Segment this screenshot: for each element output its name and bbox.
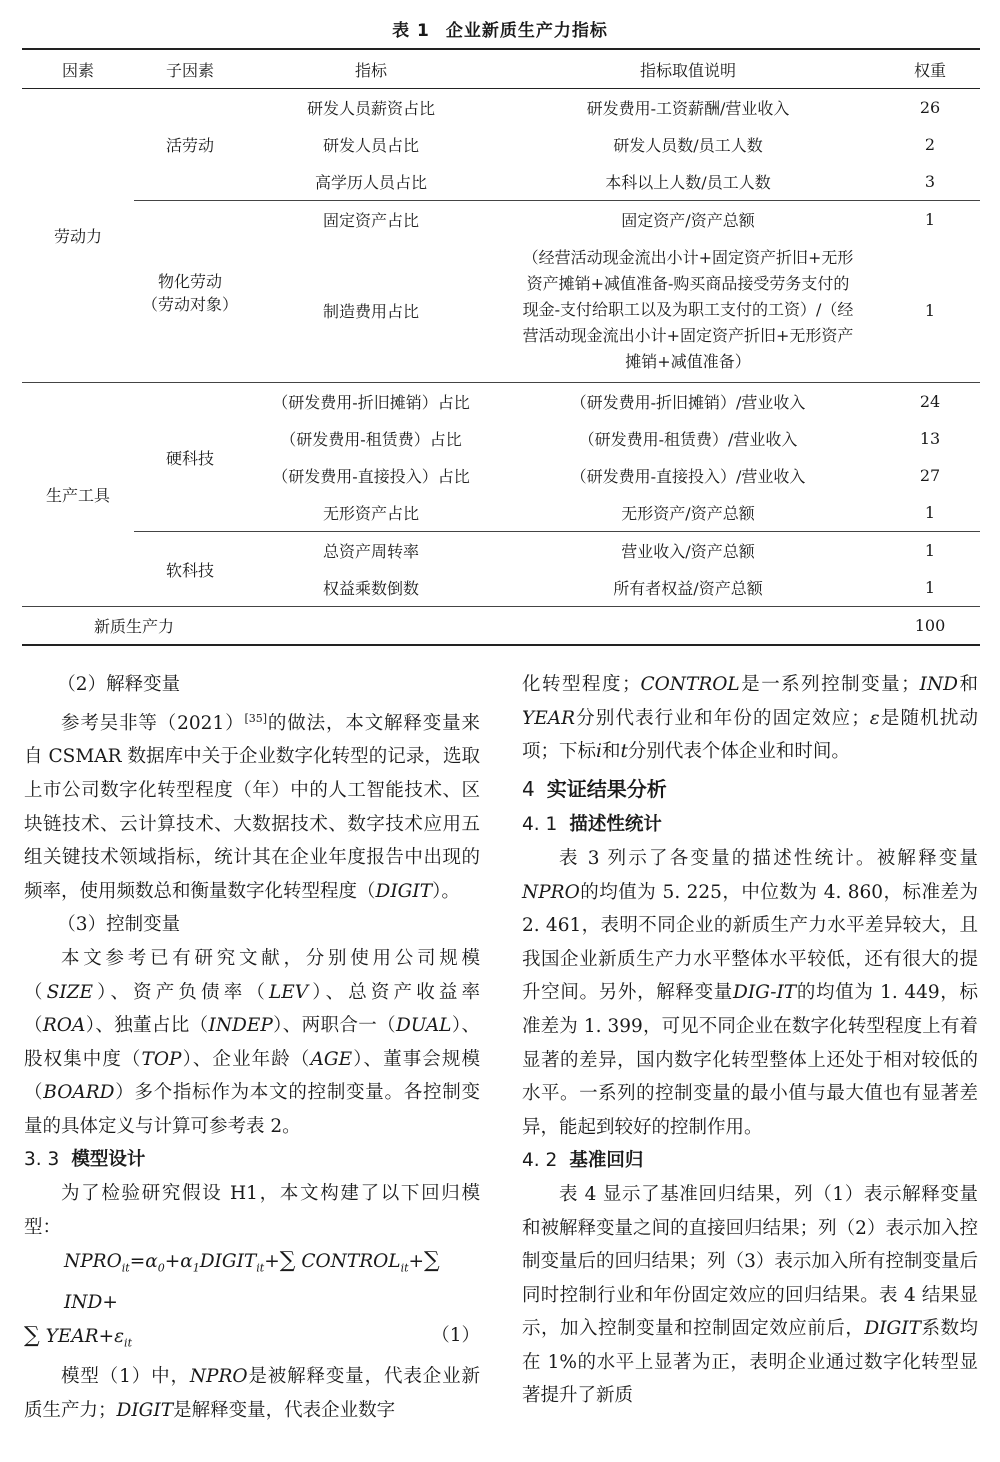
subfactor-hard-tech: 硬科技 [134, 383, 246, 532]
description-line: 摊销+减值准备） [625, 352, 751, 371]
text-span: 是一系列控制变量； [739, 674, 920, 695]
formula-subscript: 1 [192, 1261, 200, 1275]
equation-number: （1） [431, 1325, 480, 1347]
text-span: 是被解释变量，代表企业新质生产力； [24, 1366, 480, 1421]
weight-cell: 1 [924, 300, 936, 320]
text-span: 分别代表行业和年份的固定效应； [575, 707, 870, 729]
text-span: 模型（1）中， [61, 1366, 190, 1388]
text-span: ）多个指标作为本文的控制变量。各控制变量的具体定义与计算可参考表 2。 [24, 1082, 480, 1137]
table-caption-title: 企业新质生产力指标 [445, 21, 608, 41]
weight-cell: 3 [924, 172, 936, 191]
variable-digit: DIGIT [864, 1318, 921, 1340]
variable-ind: IND [919, 674, 958, 695]
section-heading-4 [522, 773, 978, 807]
left-column [24, 668, 480, 1428]
citation-ref: [35] [244, 711, 268, 725]
subfactor-materialized-line2: （劳动对象） [141, 294, 238, 314]
variable-control: CONTROL [640, 674, 740, 695]
indicator-cell: 无形资产占比 [322, 504, 419, 523]
variable-top: TOP [141, 1048, 182, 1070]
indicator-cell: （研发费用-直接投入）占比 [272, 467, 470, 486]
table-total-row [22, 607, 980, 646]
formula-term: NPRO [64, 1251, 122, 1273]
text-span: ）。 [432, 880, 460, 902]
text-span: 分别代表个体企业和时间。 [627, 741, 850, 763]
text-span: 本文参考已有研究文献，分别使用公司规模（ [24, 947, 480, 1003]
description-cell [496, 238, 880, 383]
heading-explanatory-variable: （2）解释变量 [57, 674, 181, 695]
text-span: 的做法，本文解释变量来自 CSMAR 数据库中关于企业数字化转型的记录，选取上市公司数字化转型程度（年）中的人工智能技术、区块链技术、云计算技术、大数据技术、数字技术应用五组关键技术领域指标，统计其在企业年度报告中出现的频率，使用频数总和衡量数字化转型程度（ [24, 712, 480, 902]
formula-subscript: 0 [157, 1261, 165, 1275]
text-span: 表 3 列示了各变量的描述性统计。被解释变量 [559, 847, 978, 869]
indicator-cell: 高学历人员占比 [314, 173, 427, 192]
paragraph-explanatory [24, 702, 480, 909]
header-factor: 因素 [22, 49, 134, 89]
description-cell: 无形资产/资产总额 [621, 504, 755, 523]
section-heading-4-2 [522, 1144, 978, 1178]
indicator-cell: （研发费用-租赁费）占比 [280, 430, 462, 449]
variable-dual: DUAL [395, 1015, 452, 1037]
text-span: ）、资产负债率（ [92, 981, 269, 1003]
description-line: （经营活动现金流出小计+固定资产折旧+无形 [522, 248, 854, 267]
section-heading-3-3 [24, 1143, 480, 1177]
variable-epsilon: ε [869, 707, 880, 729]
variable-npro: NPRO [189, 1366, 248, 1388]
indicator-cell: 研发人员占比 [322, 136, 419, 155]
formula-term: +α [164, 1251, 193, 1273]
paragraph-model-explain-cont [522, 668, 978, 769]
total-label: 新质生产力 [22, 607, 246, 646]
table-header-row [22, 49, 980, 89]
section-number: 4. 2 [522, 1150, 558, 1172]
description-cell: （研发费用-直接投入）/营业收入 [570, 467, 806, 486]
subfactor-materialized-line1: 物化劳动 [157, 271, 222, 291]
subfactor-live-labor: 活劳动 [165, 136, 214, 155]
formula-term: YEAR+ε [45, 1326, 125, 1348]
text-span: 和 [957, 674, 978, 695]
variable-i: i [596, 741, 602, 763]
variable-digit: DIGIT [116, 1400, 174, 1421]
weight-cell: 26 [919, 98, 941, 117]
description-cell: 营业收入/资产总额 [496, 532, 880, 570]
table-row [22, 89, 980, 127]
text-span: ）、独董占比（ [85, 1015, 209, 1037]
formula-subscript: it [400, 1261, 409, 1275]
description-cell: 固定资产/资产总额 [496, 201, 880, 239]
variable-year: YEAR [522, 707, 576, 729]
heading-control-variable: （3）控制变量 [57, 914, 181, 936]
paragraph-control [24, 942, 480, 1144]
variable-t: t [620, 741, 628, 763]
subfactor-materialized-labor [134, 201, 246, 383]
table-caption [0, 16, 1000, 41]
variable-digit: DIG-IT [732, 982, 797, 1004]
text-span: 是解释变量，代表企业数字 [173, 1400, 396, 1421]
description-cell: （研发费用-折旧摊销）/营业收入 [496, 383, 880, 421]
variable-lev: LEV [268, 981, 309, 1003]
text-span: ）、总资产收益率（ [24, 981, 480, 1037]
weight-cell: 27 [919, 466, 941, 485]
formula-term: DIGIT [199, 1251, 257, 1273]
indicator-cell: 总资产周转率 [246, 532, 496, 570]
formula-subscript: it [124, 1336, 132, 1350]
indicator-table [22, 48, 980, 646]
subfactor-soft-tech: 软科技 [134, 532, 246, 607]
variable-size: SIZE [46, 981, 93, 1003]
text-span: 和 [601, 741, 621, 763]
formula-subscript: it [121, 1261, 130, 1275]
total-weight: 100 [880, 607, 980, 646]
sum-symbol: ∑ [279, 1248, 296, 1274]
regression-formula-line2 [24, 1319, 480, 1360]
paragraph-baseline [522, 1178, 978, 1413]
description-cell: 研发人员数/员工人数 [613, 136, 763, 155]
weight-cell: 24 [880, 383, 980, 421]
header-indicator: 指标 [246, 49, 496, 89]
variable-age: AGE [310, 1048, 353, 1070]
paragraph-model-explain [24, 1360, 480, 1427]
indicator-cell: （研发费用-折旧摊销）占比 [246, 383, 496, 421]
variable-roa: ROA [42, 1015, 86, 1037]
formula-term: IND+ [64, 1291, 118, 1313]
regression-formula-line1 [24, 1244, 480, 1319]
description-cell: 所有者权益/资产总额 [613, 579, 763, 598]
variable-npro: NPRO [522, 881, 580, 903]
header-description: 指标取值说明 [496, 49, 880, 89]
formula-term: CONTROL [301, 1251, 401, 1273]
section-title: 实证结果分析 [546, 776, 667, 801]
factor-tools: 生产工具 [22, 383, 134, 607]
section-title: 基准回归 [569, 1150, 644, 1172]
weight-cell: 1 [924, 578, 936, 597]
formula-term: + [408, 1251, 425, 1273]
text-span: 的均值为 5. 225，中位数为 4. 860，标准差为 2. 461，表明不同企业的新质生产力水平差异较大，且我国企业新质生产力水平整体水平较低，还有很大的提升空间。另外，解释变量 [522, 881, 978, 1004]
section-number: 4. 1 [522, 814, 558, 836]
formula-term: + [264, 1251, 280, 1273]
paragraph-model: 为了检验研究假设 H1，本文构建了以下回归模型： [24, 1183, 480, 1238]
table-caption-number: 表 1 [392, 21, 430, 41]
text-span: 系数均在 1%的水平上显著为正，表明企业通过数字化转型显著提升了新质 [522, 1318, 978, 1407]
header-subfactor: 子因素 [134, 49, 246, 89]
section-number: 3. 3 [24, 1149, 60, 1171]
text-span: 参考吴非等（2021） [61, 712, 245, 734]
formula-term: =α [129, 1251, 158, 1273]
text-span: ）、企业年龄（ [181, 1048, 311, 1070]
section-title: 描述性统计 [569, 814, 662, 836]
table-row [22, 532, 980, 570]
paragraph-descriptive [522, 842, 978, 1144]
description-line: 资产摊销+减值准备-购买商品接受劳务支付的 [526, 274, 850, 293]
description-cell: 本科以上人数/员工人数 [605, 173, 771, 192]
variable-indep: INDEP [208, 1015, 273, 1037]
indicator-cell: 固定资产占比 [246, 201, 496, 239]
header-weight: 权重 [880, 49, 980, 89]
weight-cell: 1 [880, 201, 980, 239]
indicator-cell: 权益乘数倒数 [322, 579, 419, 598]
text-span: ）、董事会规模（ [24, 1048, 480, 1104]
formula-subscript: it [256, 1261, 265, 1275]
text-span: 的均值为 1. 449，标准差为 1. 399，可见不同企业在数字化转型程度上有着显著的差异，国内数字化转型整体上还处于相对较低的水平。一系列的控制变量的最小值与最大值也有显著差异，能起到较好的控制作用。 [522, 982, 978, 1138]
sum-symbol: ∑ [424, 1248, 440, 1274]
text-span: 化转型程度； [522, 674, 641, 695]
description-line: 现金-支付给职工以及为职工支付的工资）/（经 [522, 300, 854, 319]
section-heading-4-1 [522, 808, 978, 842]
right-column [522, 668, 978, 1413]
section-title: 模型设计 [71, 1149, 146, 1171]
table-row [22, 201, 980, 239]
factor-labor: 劳动力 [53, 227, 102, 246]
variable-digit: DIGIT [375, 880, 433, 902]
weight-cell: 1 [880, 532, 980, 570]
variable-board: BOARD [43, 1082, 115, 1104]
indicator-cell: 研发人员薪资占比 [306, 99, 435, 118]
weight-cell: 1 [924, 503, 936, 522]
section-number: 4 [522, 776, 535, 801]
text-span: ）、股权集中度（ [24, 1015, 480, 1070]
text-span: 是随机扰动项；下标 [522, 707, 978, 763]
sum-symbol: ∑ [24, 1323, 40, 1349]
text-span: ）、两职合一（ [272, 1015, 396, 1037]
table-row [22, 383, 980, 421]
weight-cell: 2 [924, 135, 936, 154]
indicator-cell: 制造费用占比 [322, 301, 419, 321]
description-cell: （研发费用-租赁费）/营业收入 [578, 430, 798, 449]
description-line: 营活动现金流出小计+固定资产折旧+无形资产 [522, 326, 854, 345]
description-cell: 研发费用-工资薪酬/营业收入 [586, 99, 790, 118]
text-span: 表 4 显示了基准回归结果，列（1）表示解释变量和被解释变量之间的直接回归结果；列（2）表示加入控制变量后的回归结果；列（3）表示加入所有控制变量后同时控制行业和年份固定效应的回归结果。表 4 结果显示，加入控制变量和控制固定效应前后， [522, 1183, 978, 1340]
weight-cell: 13 [919, 429, 941, 448]
